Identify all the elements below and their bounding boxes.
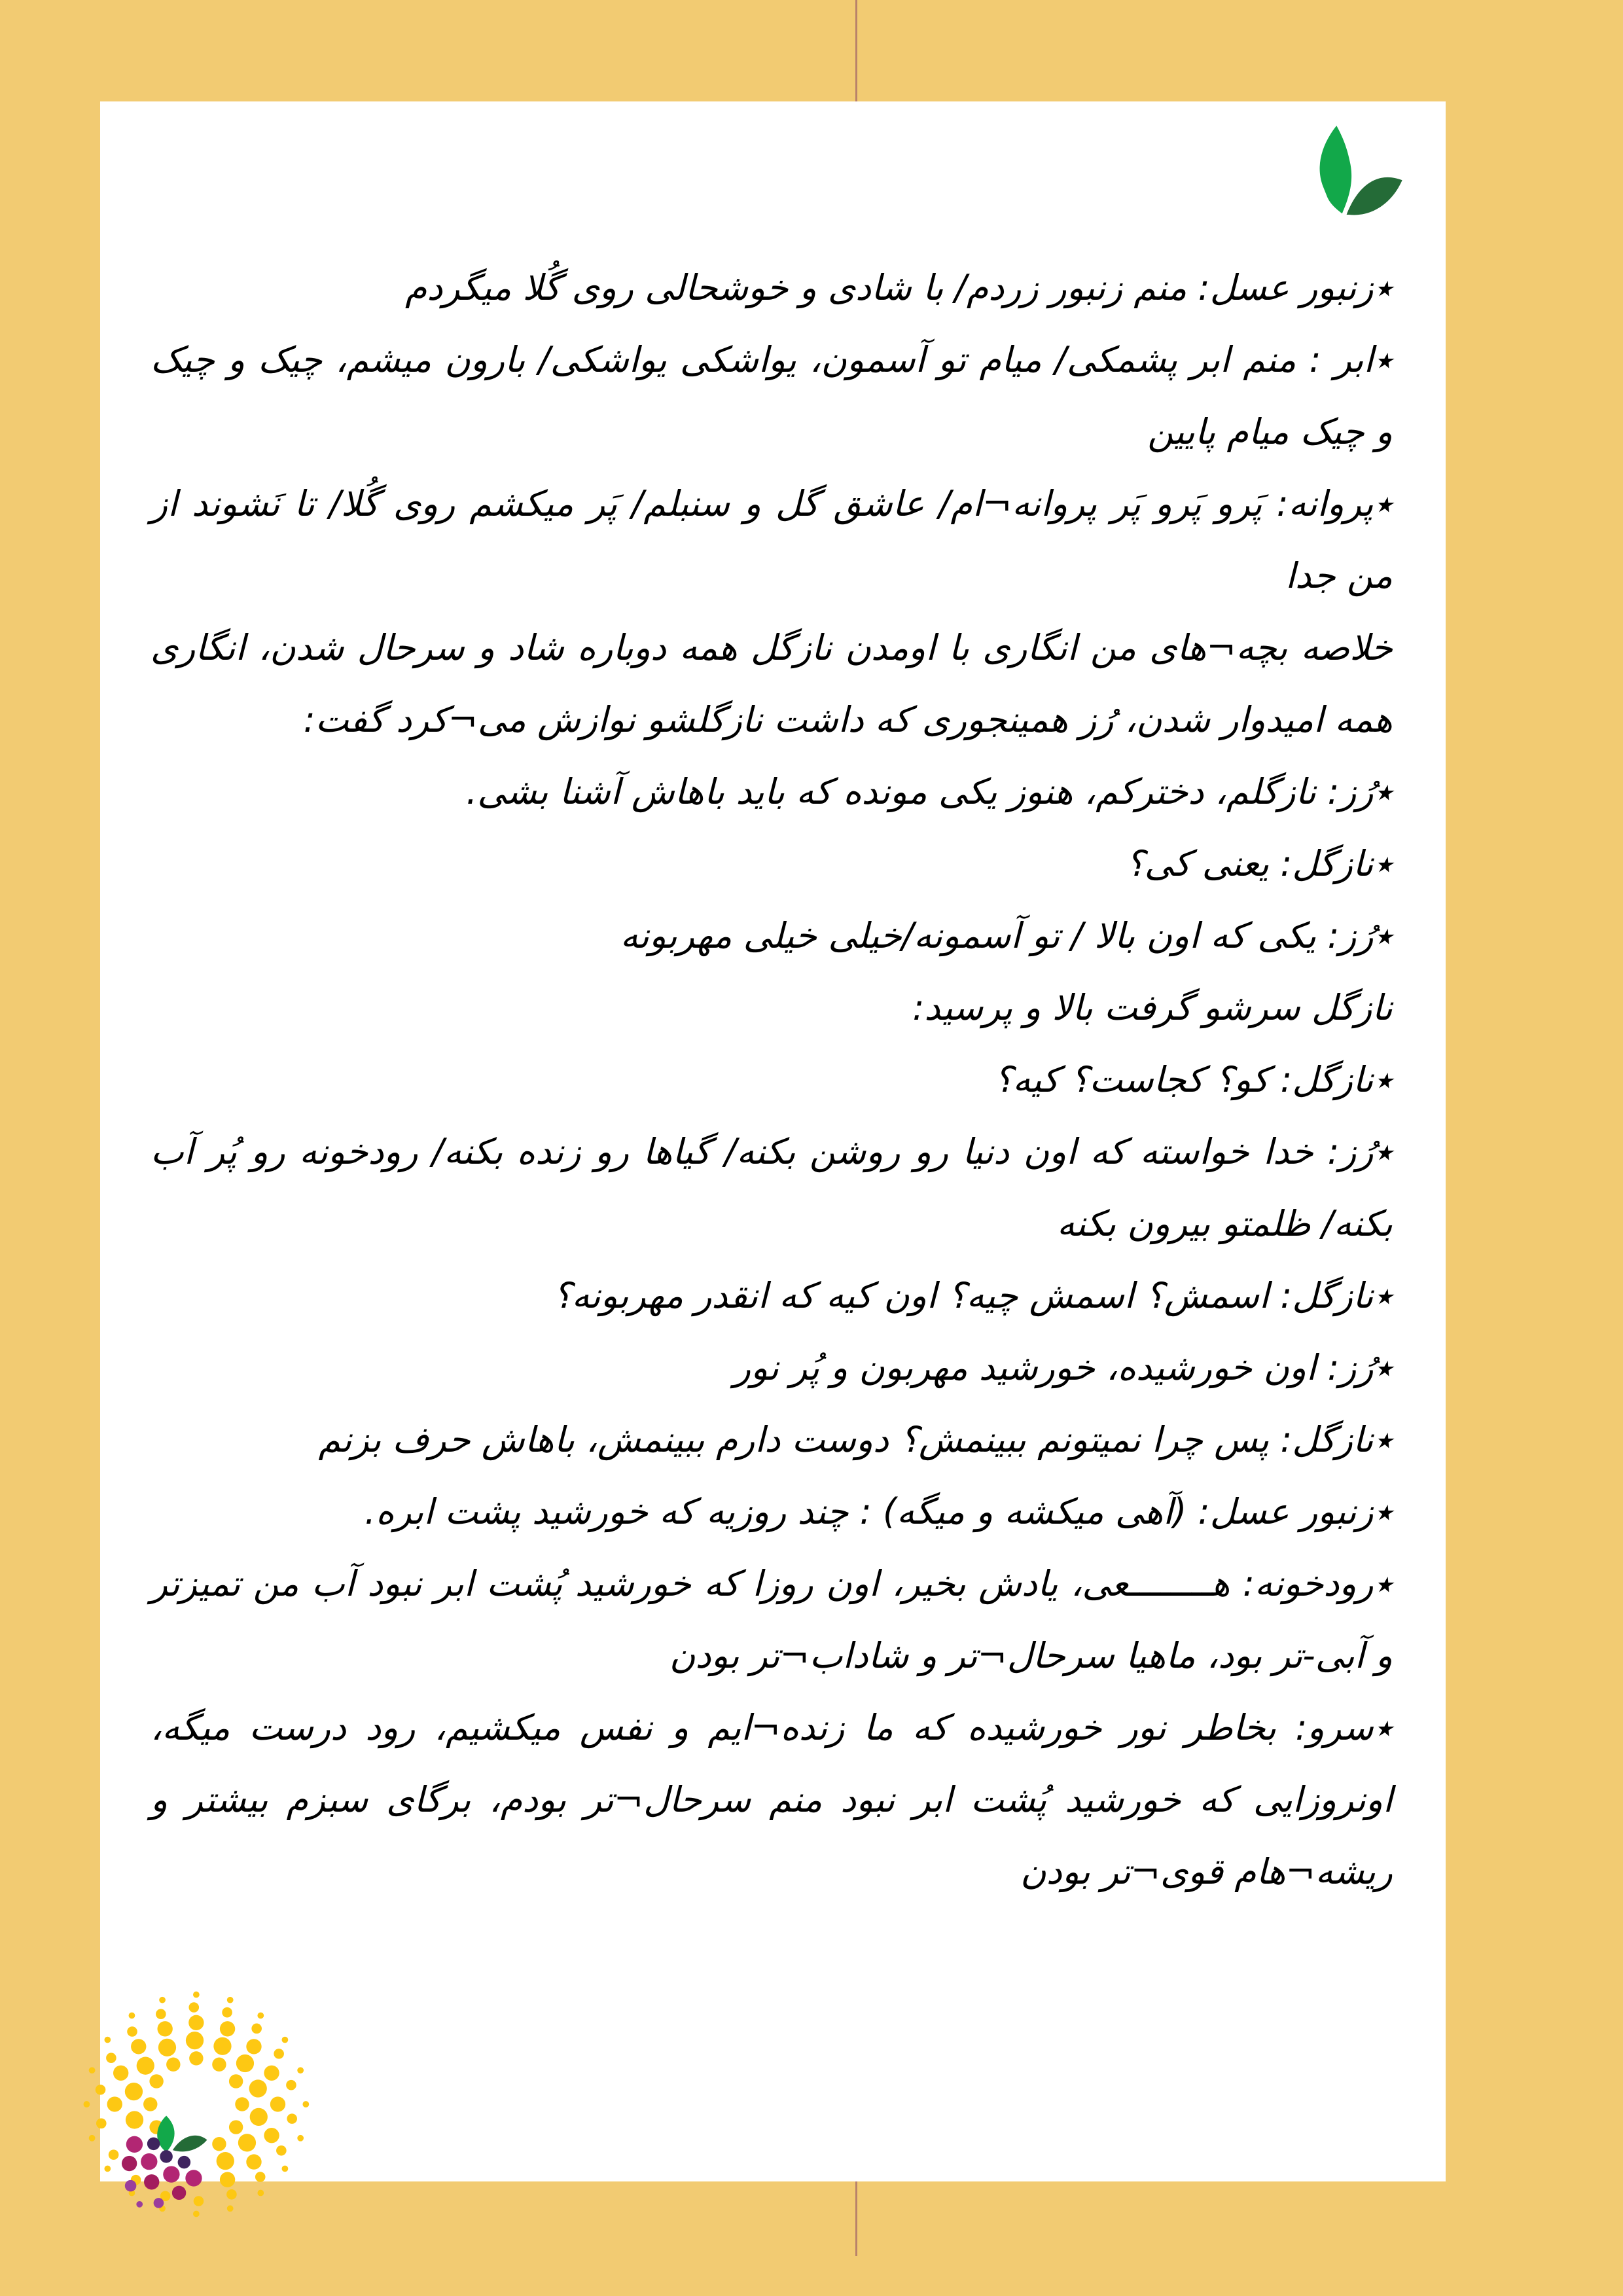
sun-dot — [212, 2137, 226, 2151]
paragraph-cypress: ٭سرو: بخاطر نور خورشیده که ما زنده¬ایم و نفس میکشیم، رود درست میگه، اونروزایی که خورشید پُشت ابر نبود منم سرحال¬تر بودم، برگای سبزم بیشتر و ریشه¬هام قوی¬تر بودن — [151, 1707, 1393, 1892]
grape — [141, 2153, 157, 2170]
grape — [144, 2174, 159, 2189]
sun-dot — [287, 2113, 297, 2124]
grape — [178, 2156, 190, 2168]
leaf-dark — [1347, 177, 1402, 215]
sun-dot — [106, 2053, 116, 2063]
sun-dot — [188, 2002, 199, 2013]
paragraph-river: ٭رودخونه: هــــــــعی، یادش بخیر، اون روزا که خورشید پُشت ابر نبود آب من تمیزتر و آبی-تر بود، ماهیا سرحال¬تر و شاداب¬تر بودن — [151, 1563, 1393, 1676]
paragraph-nazgol-3: ٭نازگل: اسمش؟ اسمش چیه؟ اون کیه که انقدر مهربونه؟ — [553, 1275, 1393, 1316]
sun-dot — [143, 2097, 157, 2111]
sun-dot — [193, 2211, 200, 2217]
sun-dot — [286, 2080, 296, 2090]
sun-dot — [257, 2190, 264, 2197]
sun-dot — [213, 2037, 231, 2055]
grape-leaves — [157, 2116, 207, 2153]
grape — [122, 2156, 137, 2171]
paragraph-bee-intro: ٭زنبور عسل: منم زنبور زردم/ با شادی و خوشحالی روی گُلا میگردم — [405, 267, 1393, 308]
grape-leaf-dark — [173, 2136, 207, 2152]
sun-dot — [251, 2024, 262, 2034]
paragraph-butterfly-intro: ٭پروانه: پَرو پَرو پَر پروانه¬ام/ عاشق گل و سنبلم/ پَر میکشم روی گُلا/ تا نَشوند از من جدا — [151, 483, 1393, 596]
paragraph-cloud-intro: ٭ابر : منم ابر پشمکی/ میام تو آسمون، یواشکی یواشکی/ بارون میشم، چیک و چیک و چیک میام پایین — [151, 339, 1393, 452]
paragraph-bee-2: ٭زنبور عسل: (آهی میکشه و میگه) : چند روزیه که خورشید پشت ابره. — [365, 1491, 1393, 1532]
sun-dot — [246, 2039, 261, 2054]
sun-dot — [282, 2037, 289, 2043]
sun-dot — [157, 2021, 172, 2036]
sun-dot — [270, 2096, 285, 2111]
fold-line-bottom — [855, 2181, 857, 2256]
sun-dot — [104, 2037, 111, 2043]
paragraph-nazgol-2: ٭نازگل: کو؟ کجاست؟ کیه؟ — [993, 1059, 1393, 1100]
sun-dot — [89, 2067, 96, 2073]
sun-dot — [246, 2154, 261, 2169]
sun-dot — [227, 2205, 234, 2212]
sun-dot — [274, 2049, 284, 2059]
grape — [160, 2150, 172, 2162]
sun-dot — [109, 2149, 119, 2160]
sun-dot — [158, 2039, 176, 2056]
sun-dot — [104, 2166, 111, 2172]
paragraph-narration-2: نازگل سرشو گرفت بالا و پرسید: — [912, 987, 1393, 1028]
sun-dot — [156, 2009, 166, 2019]
sun-grapes-icon — [72, 1983, 314, 2225]
paragraph-nazgol-1: ٭نازگل: یعنی کی؟ — [1126, 843, 1393, 884]
leaf-light — [1320, 126, 1352, 213]
sun-dot — [125, 2083, 143, 2100]
sun-dot — [264, 2066, 279, 2081]
sun-dot — [189, 2051, 203, 2065]
sun-dot — [250, 2108, 268, 2126]
sun-dot — [257, 2013, 264, 2019]
sun-dot — [255, 2172, 266, 2182]
grape — [163, 2166, 179, 2182]
sun-dot — [131, 2039, 146, 2054]
sun-dot — [126, 2111, 143, 2128]
sun-dot — [229, 2074, 243, 2088]
paragraph-rose-4: ٭رُز: اون خورشیده، خورشید مهربون و پُر نور — [734, 1347, 1393, 1388]
sun-dot — [297, 2067, 304, 2073]
grape — [185, 2170, 202, 2186]
sun-dot — [212, 2058, 226, 2072]
sun-dot — [96, 2119, 107, 2129]
sun-dot — [166, 2058, 180, 2072]
sun-dot — [107, 2096, 122, 2111]
paragraph-rose-1: ٭رُز: نازگلم، دخترکم، هنوز یکی مونده که باید باهاش آشنا بشی. — [466, 771, 1393, 812]
sun-dot — [238, 2134, 256, 2151]
sun-dot — [249, 2079, 267, 2097]
sun-dot — [297, 2135, 304, 2142]
sun-dot — [127, 2026, 137, 2037]
sun-dot — [129, 2013, 135, 2019]
sun-dot — [235, 2097, 249, 2111]
paragraph-rose-2: ٭رُز: یکی که اون بالا / تو آسمونه/خیلی خیلی مهربونه — [620, 915, 1393, 956]
sun-dot — [149, 2074, 163, 2088]
sun-dot — [282, 2166, 289, 2172]
sun-dot — [89, 2135, 96, 2142]
sun-dot — [186, 2032, 204, 2049]
paragraph-narration: خلاصه بچه¬های من انگاری با اومدن نازگل همه دوباره شاد و سرحال شدن، انگاری همه امیدوار شدن، رُز همینجوری که داشت نازگلشو نوازش می¬کرد گفت: — [151, 627, 1393, 740]
grape — [154, 2198, 164, 2208]
grape — [147, 2138, 160, 2150]
sun-dot — [220, 2021, 235, 2036]
sun-dot — [159, 1997, 166, 2003]
grape — [126, 2136, 143, 2153]
grape — [136, 2201, 143, 2208]
sun-dot — [264, 2128, 279, 2143]
sun-dot — [227, 1997, 234, 2003]
sun-dot — [220, 2172, 235, 2187]
leaf-icon — [1304, 115, 1416, 226]
grape — [172, 2186, 186, 2200]
sun-dot — [113, 2066, 128, 2081]
sun-dot — [302, 2101, 309, 2108]
story-page — [100, 101, 1446, 2181]
sun-dot — [217, 2152, 234, 2170]
sun-dot — [193, 1992, 200, 1998]
story-text — [151, 252, 1393, 1908]
sun-dot — [194, 2196, 204, 2206]
paragraph-rose-3: ٭رُز: خدا خواسته که اون دنیا رو روشن بکنه/ گیاها رو زنده بکنه/ رودخونه رو پُر آب بکنه/ ظلمتو بیرون بکنه — [151, 1131, 1393, 1244]
fold-line-top — [855, 0, 857, 101]
sun-dot — [137, 2057, 154, 2075]
sun-dot — [276, 2145, 287, 2156]
paragraph-nazgol-4: ٭نازگل: پس چرا نمیتونم ببینمش؟ دوست دارم ببینمش، باهاش حرف بزنم — [318, 1419, 1393, 1460]
sun-dot — [222, 2007, 232, 2018]
sun-dot — [188, 2015, 204, 2030]
sun-dot — [236, 2054, 254, 2072]
sun-dot — [96, 2085, 106, 2095]
sun-dot — [226, 2189, 237, 2200]
sun-dot — [84, 2101, 90, 2108]
sun-dot — [229, 2120, 243, 2134]
grape — [125, 2180, 137, 2192]
